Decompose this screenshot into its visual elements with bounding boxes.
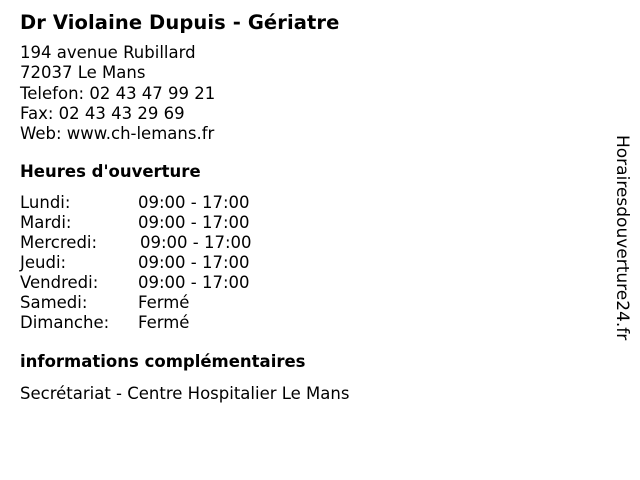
- street-address: 194 avenue Rubillard: [20, 43, 196, 62]
- day-hours: Fermé: [138, 293, 190, 313]
- day-hours: 09:00 - 17:00: [138, 273, 250, 293]
- hours-row-friday: [20, 273, 580, 293]
- contact-block: [20, 43, 580, 144]
- day-hours: 09:00 - 17:00: [138, 193, 250, 213]
- day-label: Mardi:: [20, 213, 72, 233]
- day-label: Jeudi:: [20, 253, 67, 273]
- info-text: Secrétariat - Centre Hospitalier Le Mans: [20, 384, 350, 404]
- day-hours: Fermé: [138, 313, 190, 333]
- fax-number: Fax: 02 43 43 29 69: [20, 103, 185, 123]
- day-label: Samedi:: [20, 293, 88, 313]
- hours-row-sunday: [20, 313, 580, 333]
- day-label: Lundi:: [20, 193, 71, 213]
- hours-row-monday: [20, 193, 580, 213]
- hours-table: [20, 193, 580, 333]
- info-heading: informations complémentaires: [20, 352, 306, 372]
- day-label: Vendredi:: [20, 273, 99, 293]
- day-hours: 09:00 - 17:00: [138, 253, 250, 273]
- phone-number: Telefon: 02 43 47 99 21: [20, 83, 216, 103]
- site-watermark: Horairesdouverture24.fr: [612, 135, 632, 341]
- city-address: 72037 Le Mans: [20, 63, 146, 83]
- day-label: Mercredi:: [20, 233, 98, 253]
- website: Web: www.ch-lemans.fr: [20, 124, 215, 144]
- hours-row-thursday: [20, 253, 580, 273]
- day-hours: 09:00 - 17:00: [140, 233, 252, 253]
- day-hours: 09:00 - 17:00: [138, 213, 250, 233]
- doctor-card: [20, 11, 580, 404]
- hours-row-wednesday: [20, 233, 580, 253]
- page-title: Dr Violaine Dupuis - Gériatre: [20, 11, 340, 34]
- hours-row-tuesday: [20, 213, 580, 233]
- day-label: Dimanche:: [20, 313, 110, 333]
- hours-heading: Heures d'ouverture: [20, 162, 201, 182]
- hours-row-saturday: [20, 293, 580, 313]
